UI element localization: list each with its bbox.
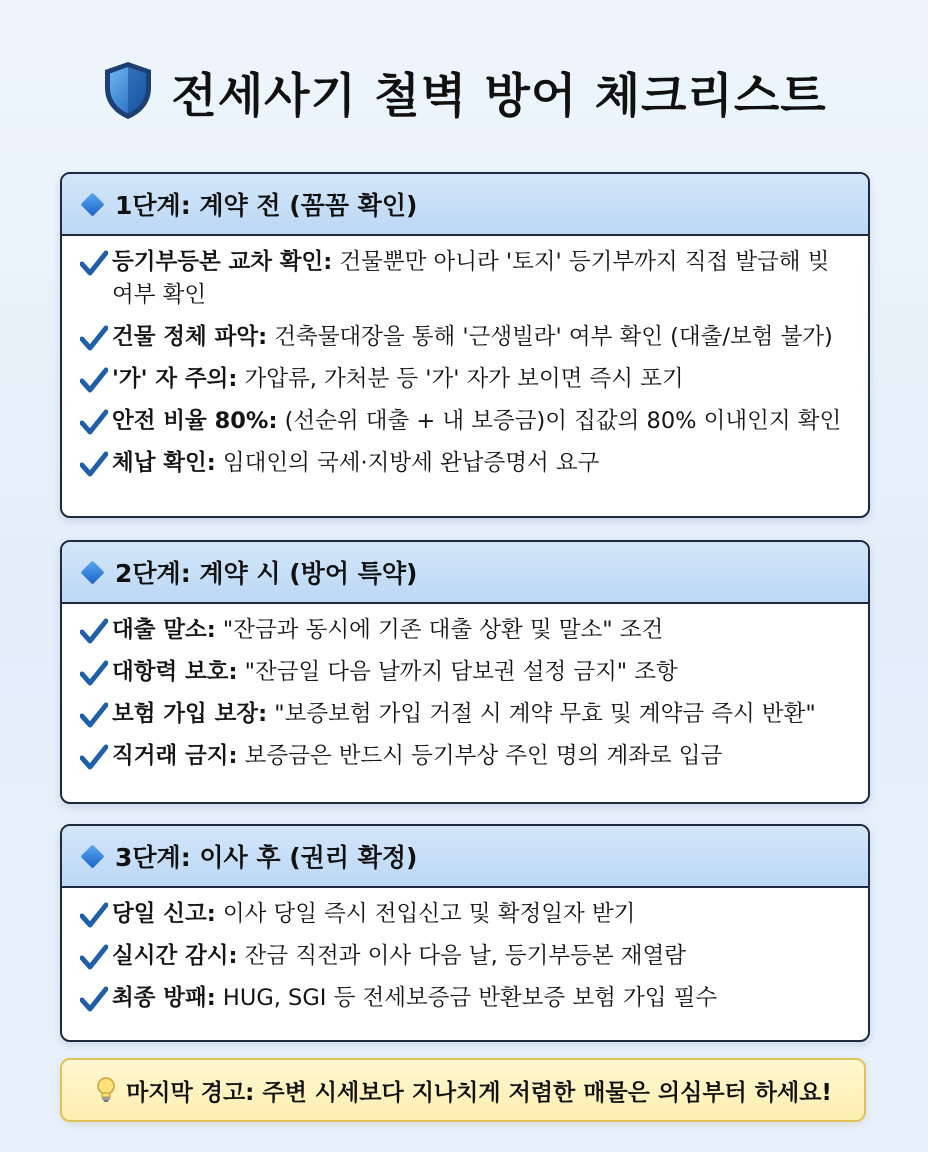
item-text: 가압류, 가처분 등 '가' 자가 보이면 즉시 포기: [237, 366, 684, 392]
section-3-header: [62, 826, 868, 888]
section-2-title: 2단계: 계약 시 (방어 특약): [115, 559, 418, 588]
final-warning-banner: [60, 1058, 866, 1122]
diamond-icon: [80, 560, 104, 584]
section-1-header: [62, 174, 868, 236]
item-text: 보증금은 반드시 등기부상 주인 명의 계좌로 입금: [237, 743, 723, 769]
item-label: 건물 정체 파악:: [112, 324, 268, 350]
checkmark-icon: [80, 614, 112, 647]
checklist-item: [80, 405, 850, 438]
checklist-item: [80, 321, 850, 354]
checkmark-icon: [80, 321, 112, 354]
checklist-item: [80, 246, 850, 312]
item-label: 안전 비율 80%:: [112, 408, 278, 434]
checkmark-icon: [80, 740, 112, 773]
shield-icon: [101, 59, 155, 125]
item-label: '가' 자 주의:: [112, 366, 238, 392]
checkmark-icon: [80, 982, 112, 1015]
checklist-item: [80, 940, 850, 973]
checklist-item: [80, 614, 850, 647]
item-text: "잔금과 동시에 기존 대출 상환 및 말소" 조건: [215, 617, 664, 643]
item-label: 보험 가입 보장:: [112, 701, 268, 727]
checklist-item: [80, 447, 850, 480]
section-2-header: [62, 542, 868, 604]
checkmark-icon: [80, 405, 112, 438]
item-text: "잔금일 다음 날까지 담보권 설정 금지" 조항: [237, 659, 678, 685]
item-label: 직거래 금지:: [112, 743, 238, 769]
item-text: 임대인의 국세·지방세 완납증명서 요구: [215, 450, 600, 476]
section-2-card: [60, 540, 870, 804]
item-label: 대항력 보호:: [112, 659, 238, 685]
item-label: 등기부등본 교차 확인:: [112, 249, 333, 275]
item-label: 실시간 감시:: [112, 943, 238, 969]
item-label: 대출 말소:: [112, 617, 216, 643]
lightbulb-icon: [94, 1076, 118, 1104]
warning-text: 마지막 경고: 주변 시세보다 지나치게 저렴한 매물은 의심부터 하세요!: [126, 1079, 832, 1106]
item-text: (선순위 대출 + 내 보증금)이 집값의 80% 이내인지 확인: [277, 408, 842, 434]
item-text: 건물뿐만 아니라 '토지' 등기부까지 직접 발급해 빚 여부 확인: [112, 249, 830, 308]
checkmark-icon: [80, 363, 112, 396]
diamond-icon: [80, 844, 104, 868]
checklist-item: [80, 363, 850, 396]
section-1-title: 1단계: 계약 전 (꼼꼼 확인): [115, 191, 418, 220]
checklist-item: [80, 698, 850, 731]
section-3-title: 3단계: 이사 후 (권리 확정): [115, 843, 418, 872]
checkmark-icon: [80, 447, 112, 480]
checklist-item: [80, 656, 850, 689]
item-label: 최종 방패:: [112, 985, 216, 1011]
checkmark-icon: [80, 940, 112, 973]
item-text: 잔금 직전과 이사 다음 날, 등기부등본 재열람: [237, 943, 686, 969]
page-header: [0, 52, 928, 132]
checkmark-icon: [80, 698, 112, 731]
checkmark-icon: [80, 246, 112, 279]
checklist-item: [80, 982, 850, 1015]
diamond-icon: [80, 192, 104, 216]
checkmark-icon: [80, 656, 112, 689]
item-text: 건축물대장을 통해 '근생빌라' 여부 확인 (대출/보험 불가): [267, 324, 833, 350]
section-1-card: [60, 172, 870, 518]
section-3-card: [60, 824, 870, 1042]
item-text: HUG, SGI 등 전세보증금 반환보증 보험 가입 필수: [215, 985, 718, 1011]
checkmark-icon: [80, 898, 112, 931]
checklist-item: [80, 898, 850, 931]
checklist-item: [80, 740, 850, 773]
item-label: 체납 확인:: [112, 450, 216, 476]
item-text: "보증보험 가입 거절 시 계약 무효 및 계약금 즉시 반환": [267, 701, 816, 727]
item-text: 이사 당일 즉시 전입신고 및 확정일자 받기: [215, 901, 636, 927]
item-label: 당일 신고:: [112, 901, 216, 927]
page-title: 전세사기 철벽 방어 체크리스트: [171, 68, 827, 124]
